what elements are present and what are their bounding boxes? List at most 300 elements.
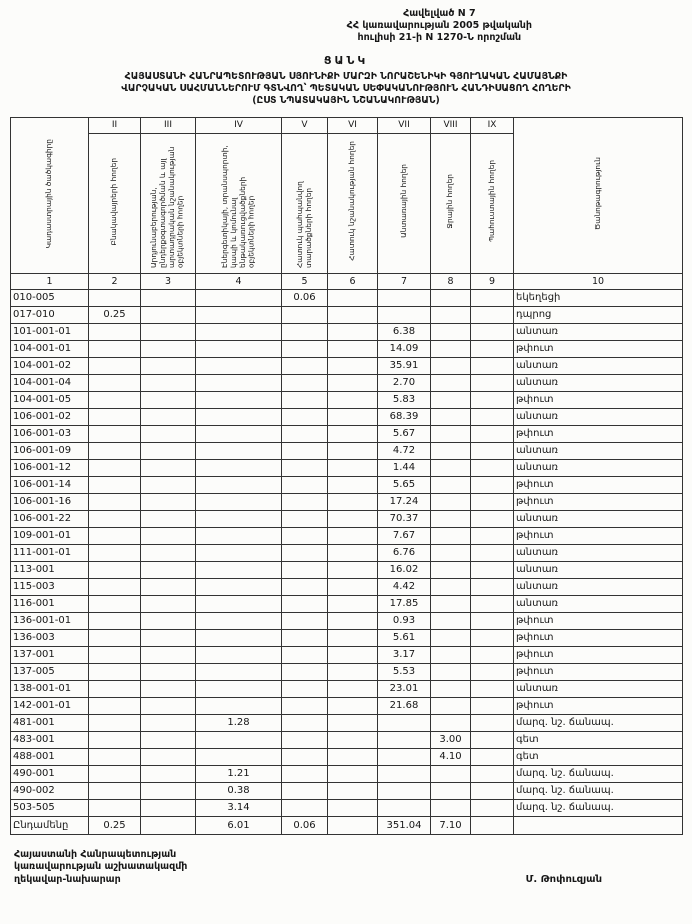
value-cell bbox=[196, 391, 282, 408]
total-row bbox=[11, 816, 683, 834]
value-cell bbox=[196, 459, 282, 476]
value-cell: 0.25 bbox=[89, 306, 141, 323]
code-cell: 488-001 bbox=[11, 748, 89, 765]
note-cell: անտառ bbox=[514, 408, 683, 425]
value-cell bbox=[141, 323, 196, 340]
value-cell bbox=[282, 391, 328, 408]
value-cell bbox=[328, 697, 378, 714]
note-cell: թփուտ bbox=[514, 527, 683, 544]
value-cell bbox=[196, 289, 282, 306]
value-cell bbox=[89, 714, 141, 731]
roman-vii: VII bbox=[378, 117, 431, 133]
value-cell bbox=[471, 408, 514, 425]
note-cell: մարզ. նշ. ճանապ. bbox=[514, 714, 683, 731]
value-cell: 4.10 bbox=[431, 748, 471, 765]
value-cell bbox=[328, 561, 378, 578]
table-row bbox=[11, 663, 683, 680]
value-cell: 17.85 bbox=[378, 595, 431, 612]
value-cell bbox=[89, 646, 141, 663]
decree-line-1: ՀՀ կառավարության 2005 թվականի bbox=[346, 19, 532, 31]
value-cell: 14.09 bbox=[378, 340, 431, 357]
value-cell bbox=[328, 442, 378, 459]
value-cell bbox=[471, 765, 514, 782]
value-cell: 68.39 bbox=[378, 408, 431, 425]
value-cell: 6.01 bbox=[196, 816, 282, 834]
value-cell bbox=[196, 697, 282, 714]
value-cell bbox=[89, 765, 141, 782]
value-cell bbox=[328, 663, 378, 680]
title-line-1: ՀԱՅԱՍՏԱՆԻ ՀԱՆՐԱՊԵՏՈՒԹՅԱՆ ՍՅՈՒՆԻՔԻ ՄԱՐԶԻ ՆՈՐԱՇԵՆԻԿԻ ԳՅՈՒՂԱԿԱՆ ՀԱՄԱՅՆՔԻ bbox=[124, 70, 568, 82]
table-row bbox=[11, 697, 683, 714]
value-cell bbox=[196, 374, 282, 391]
value-cell bbox=[89, 799, 141, 816]
value-cell: 23.01 bbox=[378, 680, 431, 697]
value-cell bbox=[431, 527, 471, 544]
value-cell bbox=[471, 527, 514, 544]
roman-numeral-row bbox=[11, 117, 683, 133]
table-row bbox=[11, 493, 683, 510]
value-cell bbox=[431, 408, 471, 425]
value-cell bbox=[471, 816, 514, 834]
value-cell bbox=[378, 782, 431, 799]
value-cell bbox=[378, 306, 431, 323]
value-cell bbox=[328, 459, 378, 476]
header-forest bbox=[378, 133, 431, 273]
code-cell: 106-001-03 bbox=[11, 425, 89, 442]
note-cell: թփուտ bbox=[514, 612, 683, 629]
value-cell: 0.06 bbox=[282, 816, 328, 834]
value-cell bbox=[282, 629, 328, 646]
value-cell: 5.67 bbox=[378, 425, 431, 442]
code-cell: 111-001-01 bbox=[11, 544, 89, 561]
value-cell bbox=[89, 289, 141, 306]
value-cell bbox=[282, 561, 328, 578]
roman-iii: III bbox=[141, 117, 196, 133]
code-cell: 010-005 bbox=[11, 289, 89, 306]
value-cell bbox=[282, 493, 328, 510]
note-cell: թփուտ bbox=[514, 629, 683, 646]
value-cell bbox=[282, 527, 328, 544]
note-cell: անտառ bbox=[514, 680, 683, 697]
roman-iv: IV bbox=[196, 117, 282, 133]
value-cell bbox=[282, 425, 328, 442]
value-cell bbox=[431, 782, 471, 799]
value-cell bbox=[282, 578, 328, 595]
colnum-5: 5 bbox=[282, 273, 328, 289]
note-cell: անտառ bbox=[514, 561, 683, 578]
value-cell bbox=[471, 629, 514, 646]
header-code-label: Կադաստրային ծածկագիրը bbox=[44, 139, 54, 249]
code-cell: 136-001-01 bbox=[11, 612, 89, 629]
value-cell bbox=[471, 561, 514, 578]
value-cell bbox=[431, 340, 471, 357]
value-cell bbox=[378, 714, 431, 731]
value-cell bbox=[196, 612, 282, 629]
value-cell: 0.25 bbox=[89, 816, 141, 834]
table-row bbox=[11, 391, 683, 408]
table-row bbox=[11, 408, 683, 425]
value-cell bbox=[141, 612, 196, 629]
header-energy-transport bbox=[196, 133, 282, 273]
value-cell: 7.10 bbox=[431, 816, 471, 834]
value-cell bbox=[89, 425, 141, 442]
header-water-label: Ջրային հողեր bbox=[445, 174, 455, 229]
colnum-3: 3 bbox=[141, 273, 196, 289]
colnum-8: 8 bbox=[431, 273, 471, 289]
value-cell bbox=[196, 510, 282, 527]
value-cell bbox=[282, 408, 328, 425]
value-cell bbox=[471, 680, 514, 697]
value-cell bbox=[328, 714, 378, 731]
code-cell: 483-001 bbox=[11, 731, 89, 748]
colnum-1: 1 bbox=[11, 273, 89, 289]
value-cell bbox=[431, 510, 471, 527]
value-cell bbox=[471, 476, 514, 493]
value-cell bbox=[282, 765, 328, 782]
header-reserve bbox=[471, 133, 514, 273]
value-cell bbox=[196, 493, 282, 510]
value-cell: 16.02 bbox=[378, 561, 431, 578]
value-cell bbox=[431, 391, 471, 408]
land-table bbox=[10, 117, 683, 835]
value-cell bbox=[431, 425, 471, 442]
colnum-4: 4 bbox=[196, 273, 282, 289]
note-cell: թփուտ bbox=[514, 391, 683, 408]
header-protected-areas-label: Հատուկ պահպանվող տարածքների հողեր bbox=[294, 181, 313, 269]
value-cell: 2.70 bbox=[378, 374, 431, 391]
table-row bbox=[11, 748, 683, 765]
value-cell bbox=[328, 612, 378, 629]
code-cell: 490-001 bbox=[11, 765, 89, 782]
value-cell bbox=[89, 578, 141, 595]
value-cell bbox=[328, 493, 378, 510]
table-row bbox=[11, 357, 683, 374]
value-cell bbox=[471, 323, 514, 340]
note-cell: անտառ bbox=[514, 510, 683, 527]
value-cell bbox=[141, 714, 196, 731]
value-cell bbox=[328, 476, 378, 493]
value-cell bbox=[89, 612, 141, 629]
value-cell bbox=[282, 306, 328, 323]
value-cell bbox=[328, 357, 378, 374]
note-cell: թփուտ bbox=[514, 493, 683, 510]
value-cell bbox=[141, 510, 196, 527]
header-residential bbox=[89, 133, 141, 273]
total-label-cell: Ընդամենը bbox=[11, 816, 89, 834]
code-cell: 106-001-12 bbox=[11, 459, 89, 476]
table-row bbox=[11, 340, 683, 357]
value-cell: 3.17 bbox=[378, 646, 431, 663]
colnum-9: 9 bbox=[471, 273, 514, 289]
code-cell: 104-001-04 bbox=[11, 374, 89, 391]
code-cell: 017-010 bbox=[11, 306, 89, 323]
value-cell bbox=[141, 289, 196, 306]
value-cell bbox=[431, 663, 471, 680]
value-cell bbox=[196, 578, 282, 595]
value-cell: 0.06 bbox=[282, 289, 328, 306]
table-row bbox=[11, 544, 683, 561]
value-cell bbox=[89, 323, 141, 340]
table-row bbox=[11, 646, 683, 663]
header-notes-column bbox=[514, 117, 683, 273]
value-cell bbox=[141, 544, 196, 561]
value-cell bbox=[141, 493, 196, 510]
value-cell: 5.53 bbox=[378, 663, 431, 680]
value-cell bbox=[431, 799, 471, 816]
table-row bbox=[11, 425, 683, 442]
note-cell: եկեղեցի bbox=[514, 289, 683, 306]
value-cell bbox=[141, 561, 196, 578]
value-cell bbox=[431, 442, 471, 459]
value-cell bbox=[141, 425, 196, 442]
note-cell: անտառ bbox=[514, 595, 683, 612]
code-cell: 104-001-02 bbox=[11, 357, 89, 374]
table-row bbox=[11, 578, 683, 595]
header-special-purpose bbox=[328, 133, 378, 273]
roman-ii: II bbox=[89, 117, 141, 133]
value-cell bbox=[431, 578, 471, 595]
table-row bbox=[11, 306, 683, 323]
note-cell: գետ bbox=[514, 748, 683, 765]
value-cell bbox=[328, 765, 378, 782]
value-cell bbox=[282, 731, 328, 748]
appendix-number: Հավելված N 7 bbox=[403, 8, 476, 19]
value-cell: 3.14 bbox=[196, 799, 282, 816]
value-cell bbox=[431, 680, 471, 697]
value-cell: 17.24 bbox=[378, 493, 431, 510]
value-cell bbox=[471, 391, 514, 408]
note-cell: թփուտ bbox=[514, 340, 683, 357]
value-cell bbox=[471, 731, 514, 748]
table-row bbox=[11, 680, 683, 697]
value-cell bbox=[141, 646, 196, 663]
value-cell bbox=[196, 323, 282, 340]
value-cell bbox=[471, 544, 514, 561]
value-cell bbox=[431, 306, 471, 323]
value-cell: 4.42 bbox=[378, 578, 431, 595]
header-industrial bbox=[141, 133, 196, 273]
document-heading: ՑԱՆԿ bbox=[323, 53, 369, 67]
value-cell bbox=[471, 578, 514, 595]
value-cell bbox=[89, 476, 141, 493]
note-cell: թփուտ bbox=[514, 425, 683, 442]
value-cell bbox=[328, 323, 378, 340]
value-cell bbox=[282, 680, 328, 697]
value-cell bbox=[282, 595, 328, 612]
title-line-3: (ԸՍՏ ՆՊԱՏԱԿԱՅԻՆ ՆՇԱՆԱԿՈՒԹՅԱՆ) bbox=[252, 94, 440, 106]
value-cell bbox=[471, 374, 514, 391]
colnum-10: 10 bbox=[514, 273, 683, 289]
value-cell bbox=[141, 408, 196, 425]
value-cell: 5.65 bbox=[378, 476, 431, 493]
value-cell: 6.38 bbox=[378, 323, 431, 340]
value-cell bbox=[89, 527, 141, 544]
footer-line-2: կառավարության աշխատակազմի bbox=[14, 861, 188, 873]
value-cell bbox=[471, 799, 514, 816]
note-cell: անտառ bbox=[514, 357, 683, 374]
value-cell bbox=[328, 306, 378, 323]
value-cell bbox=[328, 510, 378, 527]
value-cell bbox=[141, 391, 196, 408]
value-cell bbox=[141, 765, 196, 782]
value-cell bbox=[328, 748, 378, 765]
table-row bbox=[11, 595, 683, 612]
value-cell bbox=[282, 714, 328, 731]
value-cell: 0.93 bbox=[378, 612, 431, 629]
value-cell bbox=[328, 799, 378, 816]
table-row bbox=[11, 459, 683, 476]
table-row bbox=[11, 782, 683, 799]
header-reserve-label: Պահուստային հողեր bbox=[486, 160, 496, 243]
value-cell: 1.21 bbox=[196, 765, 282, 782]
roman-viii: VIII bbox=[431, 117, 471, 133]
note-cell: մարզ. նշ. ճանապ. bbox=[514, 765, 683, 782]
note-cell: թփուտ bbox=[514, 663, 683, 680]
value-cell bbox=[471, 646, 514, 663]
value-cell bbox=[282, 646, 328, 663]
code-cell: 104-001-05 bbox=[11, 391, 89, 408]
value-cell bbox=[141, 357, 196, 374]
value-cell bbox=[471, 493, 514, 510]
value-cell bbox=[89, 510, 141, 527]
value-cell bbox=[431, 323, 471, 340]
value-cell bbox=[141, 748, 196, 765]
table-row bbox=[11, 799, 683, 816]
value-cell bbox=[196, 646, 282, 663]
value-cell bbox=[282, 663, 328, 680]
colnum-6: 6 bbox=[328, 273, 378, 289]
value-cell bbox=[328, 816, 378, 834]
value-cell: 70.37 bbox=[378, 510, 431, 527]
value-cell bbox=[282, 748, 328, 765]
value-cell bbox=[471, 459, 514, 476]
value-cell bbox=[471, 340, 514, 357]
value-cell bbox=[196, 425, 282, 442]
value-cell bbox=[196, 561, 282, 578]
value-cell bbox=[196, 629, 282, 646]
code-cell: 109-001-01 bbox=[11, 527, 89, 544]
note-cell: անտառ bbox=[514, 374, 683, 391]
table-row bbox=[11, 374, 683, 391]
value-cell: 3.00 bbox=[431, 731, 471, 748]
value-cell bbox=[89, 561, 141, 578]
value-cell bbox=[471, 697, 514, 714]
value-cell bbox=[196, 408, 282, 425]
value-cell bbox=[89, 663, 141, 680]
value-cell bbox=[471, 714, 514, 731]
value-cell bbox=[89, 544, 141, 561]
value-cell bbox=[196, 663, 282, 680]
value-cell bbox=[328, 340, 378, 357]
title-block bbox=[10, 54, 682, 107]
value-cell bbox=[141, 442, 196, 459]
value-cell bbox=[141, 306, 196, 323]
value-cell: 21.68 bbox=[378, 697, 431, 714]
value-cell bbox=[328, 782, 378, 799]
code-cell: 503-505 bbox=[11, 799, 89, 816]
value-cell bbox=[89, 782, 141, 799]
value-cell bbox=[282, 799, 328, 816]
value-cell bbox=[141, 527, 196, 544]
value-cell bbox=[141, 374, 196, 391]
value-cell bbox=[89, 629, 141, 646]
value-cell bbox=[328, 646, 378, 663]
value-cell bbox=[328, 374, 378, 391]
header-residential-label: Բնակավայրերի հողեր bbox=[109, 157, 119, 246]
value-cell bbox=[282, 697, 328, 714]
code-cell: 106-001-14 bbox=[11, 476, 89, 493]
value-cell bbox=[431, 646, 471, 663]
value-cell bbox=[328, 544, 378, 561]
roman-vi: VI bbox=[328, 117, 378, 133]
value-cell bbox=[141, 680, 196, 697]
value-cell bbox=[471, 442, 514, 459]
value-cell bbox=[471, 612, 514, 629]
value-cell bbox=[282, 612, 328, 629]
code-cell: 136-003 bbox=[11, 629, 89, 646]
value-cell bbox=[141, 476, 196, 493]
header-industrial-label: Արդյունաբերության, ընդերքօգտագործման և այլ արտադրական նշանակության օբյեկտների հողեր bbox=[149, 147, 185, 269]
code-cell: 137-005 bbox=[11, 663, 89, 680]
header-notes-label: Ծանոթագրություն bbox=[592, 157, 602, 231]
header-protected-areas bbox=[282, 133, 328, 273]
value-cell bbox=[196, 442, 282, 459]
value-cell bbox=[328, 680, 378, 697]
value-cell bbox=[89, 442, 141, 459]
note-cell: թփուտ bbox=[514, 697, 683, 714]
value-cell bbox=[471, 663, 514, 680]
decree-line-2: հուլիսի 21-ի N 1270-Ն որոշման bbox=[357, 31, 522, 43]
value-cell bbox=[141, 731, 196, 748]
value-cell bbox=[431, 374, 471, 391]
value-cell bbox=[431, 493, 471, 510]
code-cell: 106-001-02 bbox=[11, 408, 89, 425]
value-cell bbox=[89, 357, 141, 374]
note-cell: անտառ bbox=[514, 459, 683, 476]
value-cell bbox=[378, 731, 431, 748]
value-cell bbox=[431, 714, 471, 731]
table-row bbox=[11, 323, 683, 340]
value-cell bbox=[141, 459, 196, 476]
value-cell: 4.72 bbox=[378, 442, 431, 459]
value-cell bbox=[89, 408, 141, 425]
value-cell: 7.67 bbox=[378, 527, 431, 544]
value-cell bbox=[431, 289, 471, 306]
value-cell bbox=[89, 731, 141, 748]
code-cell: 106-001-09 bbox=[11, 442, 89, 459]
note-cell: թփուտ bbox=[514, 646, 683, 663]
value-cell bbox=[141, 782, 196, 799]
signature: Մ. Թոփուզյան bbox=[525, 873, 602, 885]
value-cell bbox=[89, 459, 141, 476]
code-cell: 106-001-22 bbox=[11, 510, 89, 527]
appendix-block bbox=[347, 8, 532, 44]
value-cell bbox=[196, 680, 282, 697]
value-cell bbox=[328, 391, 378, 408]
value-cell bbox=[141, 799, 196, 816]
value-cell bbox=[196, 544, 282, 561]
code-cell: 137-001 bbox=[11, 646, 89, 663]
table-row bbox=[11, 289, 683, 306]
note-cell: անտառ bbox=[514, 323, 683, 340]
note-cell: մարզ. նշ. ճանապ. bbox=[514, 782, 683, 799]
value-cell bbox=[471, 425, 514, 442]
value-cell bbox=[89, 697, 141, 714]
value-cell bbox=[282, 459, 328, 476]
code-cell: 115-003 bbox=[11, 578, 89, 595]
code-cell: 113-001 bbox=[11, 561, 89, 578]
value-cell bbox=[328, 527, 378, 544]
